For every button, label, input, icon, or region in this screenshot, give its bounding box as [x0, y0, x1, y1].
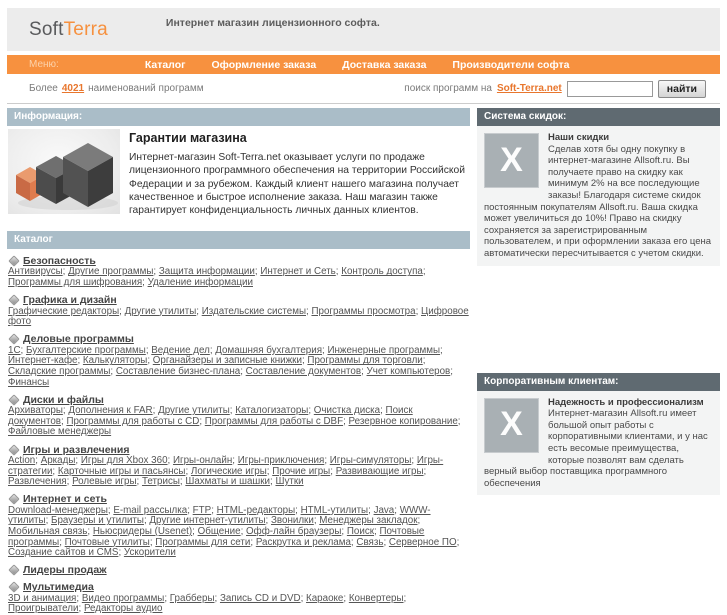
subcategory-link[interactable]: Графические редакторы — [8, 305, 120, 317]
subcategory-link[interactable]: Каталогизаторы — [235, 405, 309, 417]
right-sidebar — [477, 108, 720, 495]
subcategory-link[interactable]: Развивающие игры — [335, 465, 424, 477]
subcategory-link[interactable]: 3D и анимация — [8, 592, 77, 604]
catalog-category — [8, 255, 470, 288]
subcategory-link[interactable]: E-mail рассылка — [113, 504, 188, 516]
subcategory-link[interactable]: Составление документов — [245, 366, 362, 378]
subcategory-link[interactable]: HTML-редакторы — [216, 504, 296, 516]
category-links: 1С; Бухгалтерские программы; Ведение дел; Домашняя бухгалтерия; Инженерные программы; Интернет-кафе; Калькуляторы; Органайзеры и записные книжки; Программы для торговли; Складские программы; Составление бизнес-плана; Составление документов; Учет компьютеров; Финансы — [8, 344, 453, 388]
category-gem-icon — [8, 565, 19, 576]
menu-items — [145, 59, 570, 71]
corporate-box — [477, 391, 720, 496]
subcategory-link[interactable]: Программы для торговли — [307, 355, 423, 367]
subcategory-link[interactable]: Грабберы — [169, 592, 215, 604]
subcategory-link[interactable]: Редакторы аудио — [83, 603, 163, 615]
subcategory-link[interactable]: Тетрисы — [141, 476, 180, 488]
subcategory-link[interactable]: Издательские системы — [201, 305, 306, 317]
info-3d-boxes-image — [8, 129, 120, 214]
subcategory-link[interactable]: Программы для работы с DBF — [204, 415, 344, 427]
subcategory-link[interactable]: Интернет и Сеть — [260, 266, 336, 278]
corporate-text: Интернет-магазин Allsoft.ru имеет большой опыт работы с корпоративными клиентами, и у нас есть весомые преимущества, которые позволят вам сделать верный выбор поставщика программного обеспечения — [484, 408, 708, 489]
subcategory-link[interactable]: Бухгалтерские программы — [25, 344, 146, 356]
subcategory-link[interactable]: Программы для работы с CD — [66, 415, 200, 427]
site-logo[interactable] — [29, 19, 108, 41]
corporate-header: Корпоративным клиентам: — [477, 373, 720, 391]
subcategory-link[interactable]: Караоке — [306, 592, 344, 604]
subcategory-link[interactable]: Общение — [197, 525, 241, 537]
discounts-text: Сделав хотя бы одну покупку в интернет-магазине Allsoft.ru. Вы получаете право на скидку как минимум 2% на все последующие заказы! Благодаря системе скидок постоянным покупателям Allsoft.ru. Ваша скидка может увеличиться до 10%! Право на скидку сохраняется за зарегистрированным пользователем, и при оформлении заказа его цена автоматически пересчитывается с учетом скидки. — [484, 143, 712, 259]
subcategory-link[interactable]: Шахматы и шашки — [185, 476, 271, 488]
main-menu-bar — [7, 55, 720, 74]
category-gem-icon — [8, 255, 19, 266]
category-links: 3D и анимация; Видео программы; Грабберы; Запись CD и DVD; Караоке; Конвертеры; Проигрыватели; Редакторы аудио — [8, 592, 407, 615]
search-label: поиск программ на — [404, 83, 492, 94]
count-suffix: наименований программ — [88, 83, 204, 94]
catalog-category — [8, 444, 470, 488]
subcategory-link[interactable]: Звонилки — [270, 515, 314, 527]
programs-count — [29, 83, 204, 94]
subcategory-link[interactable]: Action — [8, 455, 36, 467]
category-title-link[interactable]: Игры и развлечения — [23, 443, 130, 456]
subcategory-link[interactable]: Ньюсридеры (Usenet) — [92, 525, 193, 537]
subcategory-link[interactable]: Карточные игры и пасьянсы — [57, 465, 186, 477]
category-links: Download-менеджеры; E-mail рассылка; FTP; HTML-редакторы; HTML-утилиты; Java; WWW-утилиты; Браузеры и утилиты; Другие интернет-утилиты; Звонилки; Менеджеры закладок; Мобильная связь; Ньюсридеры (Usenet); Общение; Офф-лайн браузеры; Поиск; Почтовые программы; Почтовые утилиты; Программы для сети; Раскрутка и реклама; Связь; Серверное ПО; Создание сайтов и CMS; Ускорители — [8, 504, 460, 559]
information-section-header: Информация: — [7, 108, 470, 126]
subcategory-link[interactable]: Программы для сети — [155, 536, 251, 548]
search-button[interactable]: найти — [658, 80, 706, 98]
subcategory-link[interactable]: Другие утилиты — [158, 405, 230, 417]
category-gem-icon — [8, 394, 19, 405]
divider-line — [7, 103, 720, 104]
subcategory-link[interactable]: Программы для шифрования — [8, 277, 143, 289]
search-input[interactable] — [567, 81, 653, 97]
subcategory-link[interactable]: Прочие игры — [272, 465, 331, 477]
logo-part-terra: Terra — [63, 18, 108, 40]
category-title-link[interactable]: Графика и дизайн — [23, 294, 117, 307]
subcategory-link[interactable]: Защита информации — [158, 266, 255, 278]
subcategory-link[interactable]: Браузеры и утилиты — [51, 515, 144, 527]
category-links: Антивирусы; Другие программы; Защита информации; Интернет и Сеть; Контроль доступа; Программы для шифрования; Удаление информации — [8, 266, 426, 289]
subcategory-link[interactable]: Программы просмотра — [311, 305, 416, 317]
subcategory-link[interactable]: Ролевые игры — [72, 476, 137, 488]
catalog-category — [8, 295, 470, 328]
subcategory-link[interactable]: Антивирусы — [8, 266, 63, 278]
discounts-header: Система скидок: — [477, 108, 720, 126]
subcategory-link[interactable]: Домашняя бухгалтерия — [215, 344, 323, 356]
subcategory-link[interactable]: WWW-утилиты — [8, 504, 431, 527]
subcategory-link[interactable]: Конвертеры — [348, 592, 404, 604]
catalog-category — [8, 394, 470, 438]
info-title: Гарантии магазина — [129, 131, 247, 145]
search-area — [404, 80, 706, 98]
subcategory-link[interactable]: Инженерные программы — [327, 344, 441, 356]
subcategory-link[interactable]: Почтовые утилиты — [64, 536, 150, 548]
subcategory-link[interactable]: Почтовые программы — [8, 525, 425, 548]
discounts-box — [477, 126, 720, 266]
category-gem-icon — [8, 494, 19, 505]
subcategory-link[interactable]: Калькуляторы — [82, 355, 148, 367]
subcategory-link[interactable]: Другие интернет-утилиты — [149, 515, 266, 527]
page — [7, 8, 720, 615]
subcategory-link[interactable]: Органайзеры и записные книжки — [152, 355, 302, 367]
subcategory-link[interactable]: Аркады — [40, 455, 76, 467]
category-title-link[interactable]: Безопасность — [23, 254, 96, 267]
bar-boxes-graphic — [8, 129, 120, 214]
category-title-link[interactable]: Диски и файлы — [23, 393, 104, 406]
subcategory-link[interactable]: Логические игры — [190, 465, 267, 477]
subcategory-link[interactable]: Другие программы — [68, 266, 154, 278]
subcategory-link[interactable]: Контроль доступа — [341, 266, 423, 278]
subcategory-link[interactable]: Создание сайтов и CMS — [8, 547, 119, 559]
subcategory-link[interactable]: Поиск — [346, 525, 375, 537]
subcategory-link[interactable]: Download-менеджеры — [8, 504, 108, 516]
category-links: Архиваторы; Дополнения к FAR; Другие утилиты; Каталогизаторы; Очистка диска; Поиск документов; Программы для работы с CD; Программы для работы с DBF; Резервное копирование; Файловые менеджеры — [8, 405, 461, 438]
info-paragraph: Интернет-магазин Soft-Terra.net оказывает услуги по продаже лицензионного программного обеспечения на территории Российской Федерации и за рубежом. Каждый клиент нашего магазина получает качественное и быстрое исполнение заказа. Наш магазин также гарантирует конфиденциальность личных данных клиентов. — [129, 152, 466, 217]
subcategory-link[interactable]: Проигрыватели — [8, 603, 79, 615]
category-links: Графические редакторы; Другие утилиты; Издательские системы; Программы просмотра; Цифровое фото — [8, 305, 469, 328]
subcategory-link[interactable]: Финансы — [8, 376, 50, 388]
subcategory-link[interactable]: Игры-симуляторы — [329, 455, 412, 467]
subcategory-link[interactable]: Резервное копирование — [348, 415, 458, 427]
category-gem-icon — [8, 334, 19, 345]
subcategory-link[interactable]: Игры-приключения — [237, 455, 325, 467]
site-tagline: Интернет магазин лицензионного софта. — [165, 16, 380, 29]
site-header — [7, 8, 720, 51]
subcategory-link[interactable]: Серверное ПО — [388, 536, 457, 548]
subcategory-link[interactable]: Дополнения к FAR — [68, 405, 153, 417]
menu-item-delivery[interactable]: Доставка заказа — [342, 58, 427, 71]
info-text — [129, 128, 470, 217]
catalog-category — [8, 582, 470, 615]
catalog-list — [7, 255, 470, 614]
category-gem-icon — [8, 295, 19, 306]
subcategory-link[interactable]: Учет компьютеров — [366, 366, 451, 378]
subcategory-link[interactable]: Удаление информации — [147, 277, 253, 289]
catalog-category — [8, 565, 470, 576]
count-link[interactable]: 4021 — [61, 83, 85, 94]
category-title-link[interactable]: Мультимедиа — [23, 581, 94, 594]
menu-label: Меню: — [29, 59, 59, 70]
catalog-category — [8, 494, 470, 559]
subcategory-link[interactable]: Java — [373, 504, 395, 516]
subcategory-link[interactable]: Офф-лайн браузеры — [246, 525, 342, 537]
menu-item-catalog[interactable]: Каталог — [144, 58, 186, 71]
category-title-link[interactable]: Интернет и сеть — [23, 493, 107, 506]
discounts-title: Наши скидки — [548, 132, 610, 143]
subcategory-link[interactable]: Ускорители — [123, 547, 176, 559]
corporate-title: Надежность и профессионализм — [548, 396, 704, 408]
menu-item-order[interactable]: Оформление заказа — [211, 58, 317, 71]
category-links: Action; Аркады; Игры для Xbox 360; Игры-онлайн; Игры-приключения; Игры-симуляторы; Игры-стратегии; Карточные игры и пасьянсы; Логические игры; Прочие игры; Развивающие игры; Развлечения; Ролевые игры; Тетрисы; Шахматы и шашки; Шутки — [8, 455, 444, 488]
left-column — [7, 108, 470, 615]
subcategory-link[interactable]: Игры-онлайн — [172, 455, 233, 467]
category-gem-icon — [8, 582, 19, 593]
subcategory-link[interactable]: Развлечения — [8, 476, 67, 488]
menu-item-manufacturers[interactable]: Производители софта — [452, 58, 570, 71]
category-title-link[interactable]: Деловые программы — [23, 333, 134, 346]
logo-part-soft: Soft — [29, 18, 64, 40]
subcategory-link[interactable]: 1С — [8, 344, 21, 356]
subcategory-link[interactable]: Очистка диска — [313, 405, 381, 417]
subcategory-link[interactable]: FTP — [192, 504, 212, 516]
main-area — [7, 108, 720, 615]
subcategory-link[interactable]: Игры для Xbox 360 — [80, 455, 168, 467]
subcategory-link[interactable]: Игры-стратегии — [8, 455, 444, 477]
subcategory-link[interactable]: Мобильная связь — [8, 525, 88, 537]
subcategory-link[interactable]: Запись CD и DVD — [219, 592, 301, 604]
subcategory-link[interactable]: Шутки — [275, 476, 304, 488]
subcategory-link[interactable]: HTML-утилиты — [300, 504, 369, 516]
subcategory-link[interactable]: Составление бизнес-плана — [115, 366, 241, 378]
subcategory-link[interactable]: Видео программы — [81, 592, 165, 604]
subcategory-link[interactable]: Ведение дел — [151, 344, 210, 356]
placeholder-x-image: X — [484, 398, 539, 453]
catalog-section-header: Каталог — [7, 231, 470, 249]
count-prefix: Более — [29, 83, 58, 94]
subcategory-link[interactable]: Раскрутка и реклама — [255, 536, 351, 548]
subcategory-link[interactable]: Интернет-кафе — [8, 355, 78, 367]
subcategory-link[interactable]: Файловые менеджеры — [8, 426, 112, 438]
subcategory-link[interactable]: Менеджеры закладок — [319, 515, 418, 527]
category-gem-icon — [8, 444, 19, 455]
information-block — [7, 126, 470, 217]
subcategory-link[interactable]: Поиск документов — [8, 405, 413, 427]
category-title-link[interactable]: Лидеры продаж — [23, 564, 107, 577]
placeholder-x-image: X — [484, 133, 539, 188]
subcategory-link[interactable]: Складские программы — [8, 366, 111, 378]
catalog-category — [8, 334, 470, 388]
subcategory-link[interactable]: Цифровое фото — [8, 305, 469, 328]
info-row — [7, 74, 720, 103]
search-site-link[interactable]: Soft-Terra.net — [496, 83, 562, 94]
subcategory-link[interactable]: Связь — [356, 536, 384, 548]
subcategory-link[interactable]: Другие утилиты — [124, 305, 197, 317]
subcategory-link[interactable]: Архиваторы — [8, 405, 63, 417]
